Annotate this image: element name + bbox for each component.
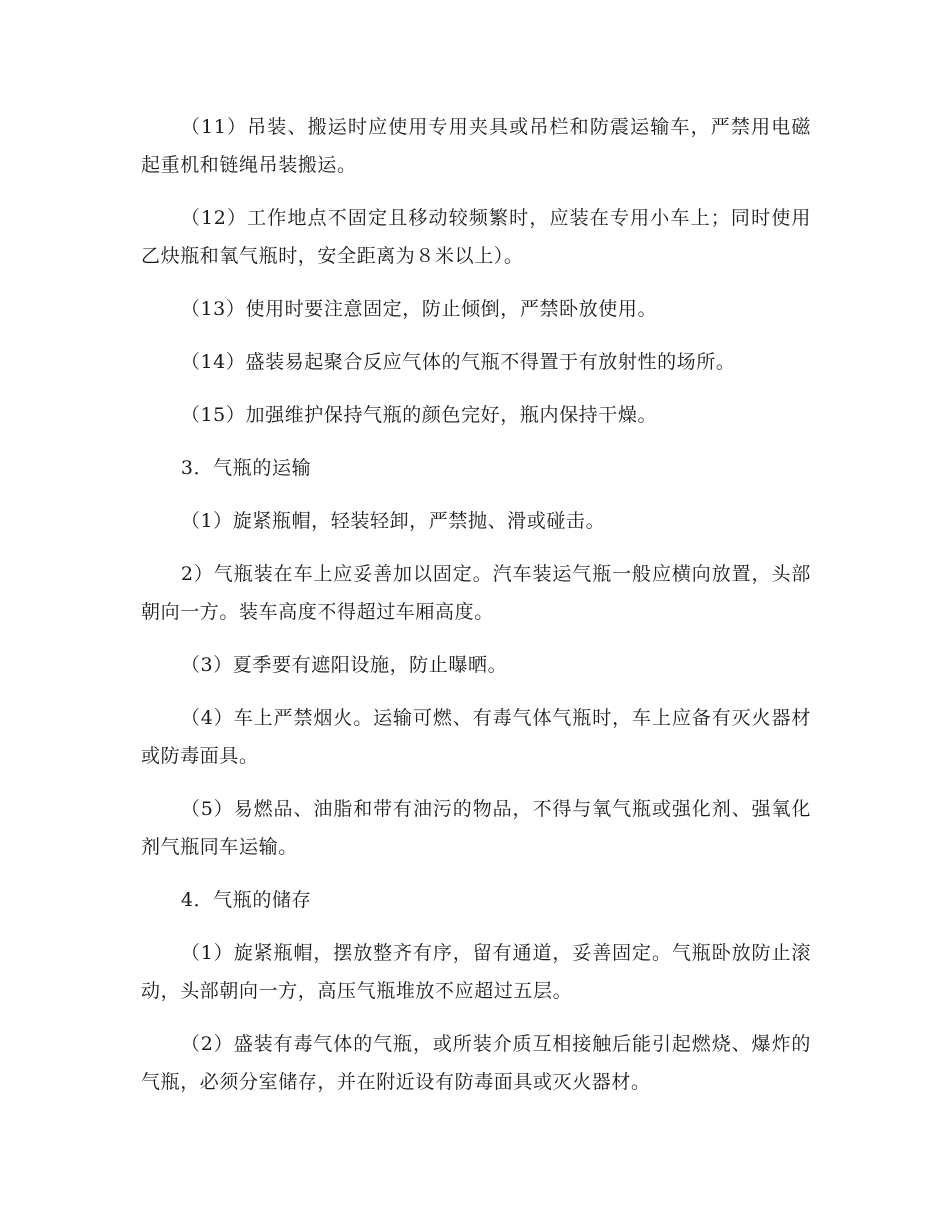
paragraph-item-15: （15）加强维护保持气瓶的颜色完好，瓶内保持干燥。 xyxy=(180,404,658,426)
paragraph-storage-1: （1）旋紧瓶帽，摆放整齐有序，留有通道，妥善固定。气瓶卧放防止滚动，头部朝向一方，高压气瓶堆放不应超过五层。 xyxy=(141,942,811,1002)
document-body xyxy=(141,108,811,1116)
paragraph-transport-5: （5）易燃品、油脂和带有油污的物品，不得与氧气瓶或强化剂、强氧化剂气瓶同车运输。 xyxy=(141,798,811,858)
section-heading-storage: 4．气瓶的储存 xyxy=(180,889,312,911)
paragraph-item-11: （11）吊装、搬运时应使用专用夹具或吊栏和防震运输车，严禁用电磁起重机和链绳吊装搬运。 xyxy=(141,116,811,176)
section-heading-transport: 3．气瓶的运输 xyxy=(180,457,312,479)
paragraph-item-12: （12）工作地点不固定且移动较频繁时，应装在专用小车上；同时使用乙炔瓶和氧气瓶时，安全距离为８米以上）。 xyxy=(141,207,811,267)
paragraph-transport-4: （4）车上严禁烟火。运输可燃、有毒气体气瓶时，车上应备有灭火器材或防毒面具。 xyxy=(141,707,811,767)
paragraph-transport-1: （1）旋紧瓶帽，轻装轻卸，严禁抛、滑或碰击。 xyxy=(180,510,606,532)
paragraph-transport-3: （3）夏季要有遮阳设施，防止曝晒。 xyxy=(180,654,508,676)
paragraph-storage-2: （2）盛装有毒气体的气瓶，或所装介质互相接触后能引起燃烧、爆炸的气瓶，必须分室储存，并在附近设有防毒面具或灭火器材。 xyxy=(141,1033,811,1093)
paragraph-transport-2: 2）气瓶装在车上应妥善加以固定。汽车装运气瓶一般应横向放置，头部朝向一方。装车高度不得超过车厢高度。 xyxy=(141,563,811,623)
paragraph-item-14: （14）盛装易起聚合反应气体的气瓶不得置于有放射性的场所。 xyxy=(180,351,736,373)
paragraph-item-13: （13）使用时要注意固定，防止倾倒，严禁卧放使用。 xyxy=(180,298,658,320)
